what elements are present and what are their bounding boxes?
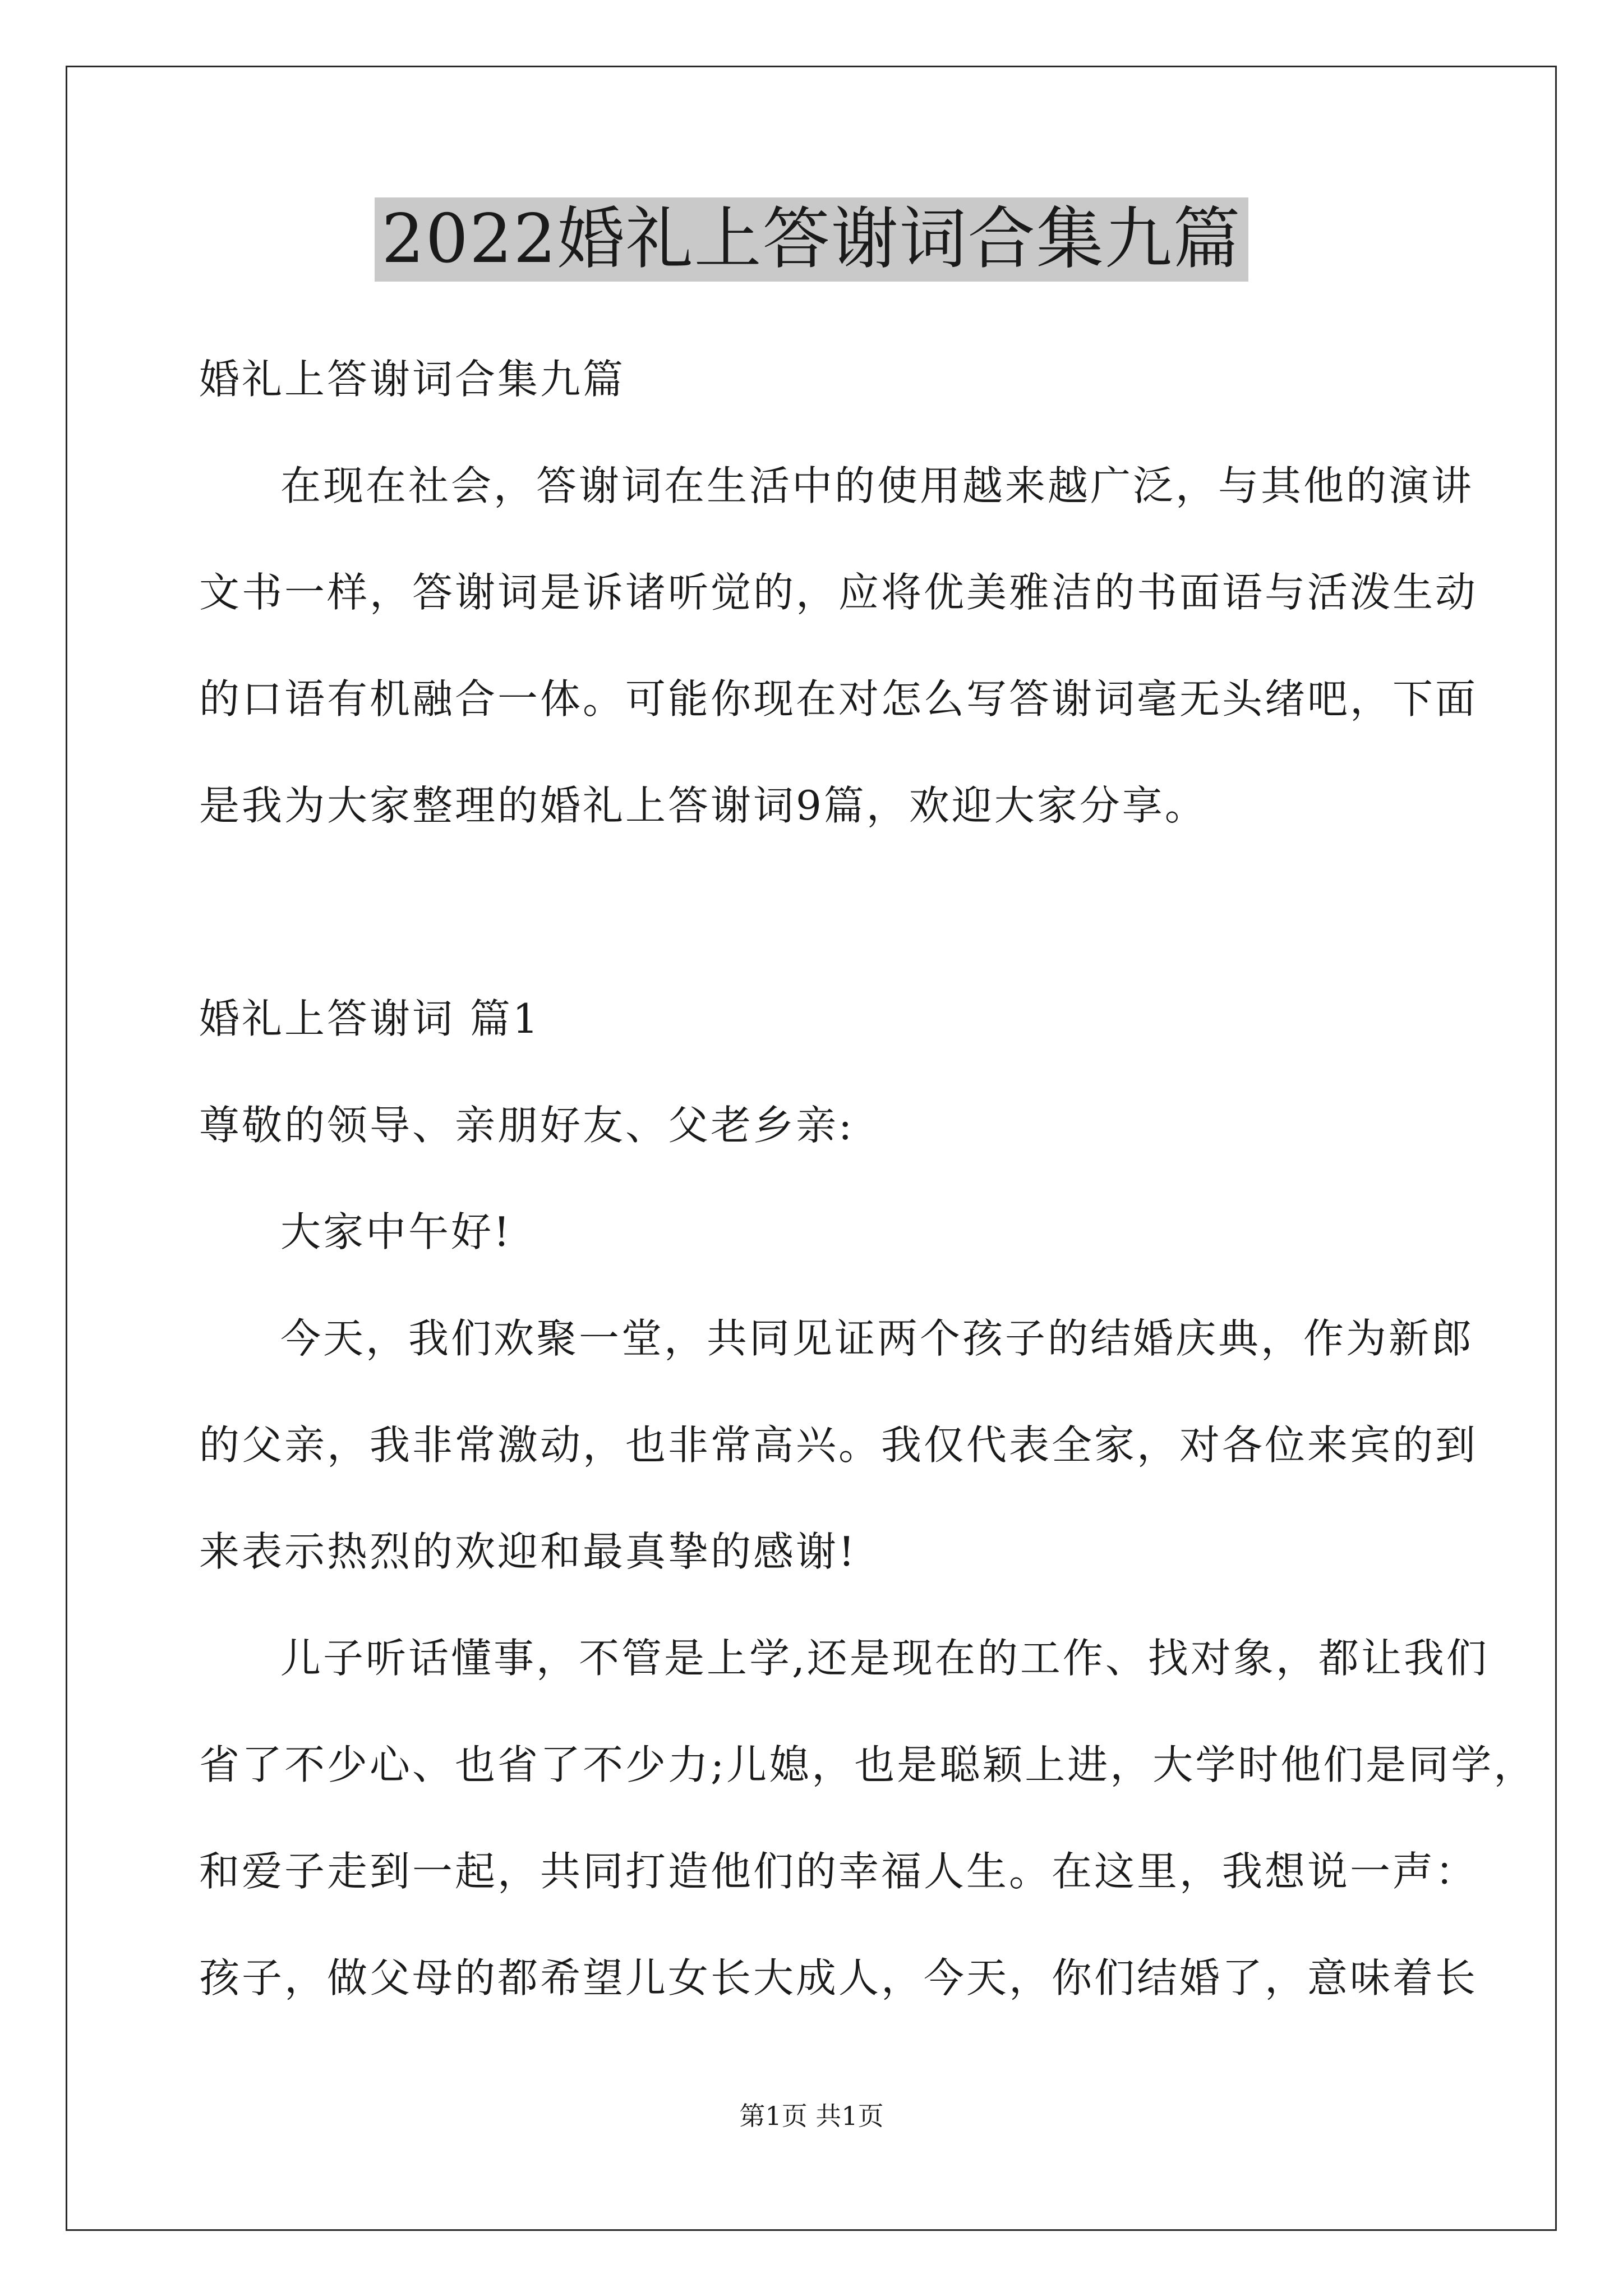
para1-line-2: 的父亲，我非常激动，也非常高兴。我仅代表全家，对各位来宾的到 xyxy=(199,1421,1478,1469)
document-subtitle: 婚礼上答谢词合集九篇 xyxy=(199,356,626,403)
intro-line-3: 的口语有机融合一体。可能你现在对怎么写答谢词毫无头绪吧，下面 xyxy=(199,675,1478,723)
para1-line-1: 今天，我们欢聚一堂，共同见证两个孩子的结婚庆典，作为新郎 xyxy=(280,1315,1474,1362)
intro-line-2: 文书一样，答谢词是诉诸听觉的，应将优美雅洁的书面语与活泼生动 xyxy=(199,569,1478,616)
title-container xyxy=(0,197,1623,282)
greeting: 大家中午好! xyxy=(280,1208,512,1255)
para1-line-3: 来表示热烈的欢迎和最真挚的感谢! xyxy=(199,1528,857,1575)
salutation: 尊敬的领导、亲朋好友、父老乡亲: xyxy=(199,1102,855,1149)
para2-line-2: 省了不少心、也省了不少力;儿媳，也是聪颖上进，大学时他们是同学， xyxy=(199,1741,1537,1788)
intro-line-1: 在现在社会，答谢词在生活中的使用越来越广泛，与其他的演讲 xyxy=(280,462,1474,509)
section-heading: 婚礼上答谢词 篇1 xyxy=(199,995,541,1042)
para2-line-4: 孩子，做父母的都希望儿女长大成人，今天，你们结婚了，意味着长 xyxy=(199,1954,1478,2001)
para2-line-1: 儿子听话懂事，不管是上学,还是现在的工作、找对象，都让我们 xyxy=(280,1635,1489,1682)
intro-line-4: 是我为大家整理的婚礼上答谢词9篇，欢迎大家分享。 xyxy=(199,782,1207,829)
para2-line-3: 和爱子走到一起，共同打造他们的幸福人生。在这里，我想说一声： xyxy=(199,1848,1478,1895)
document-title: 2022婚礼上答谢词合集九篇 xyxy=(375,197,1248,282)
page-footer: 第1页 共1页 xyxy=(739,2101,884,2131)
